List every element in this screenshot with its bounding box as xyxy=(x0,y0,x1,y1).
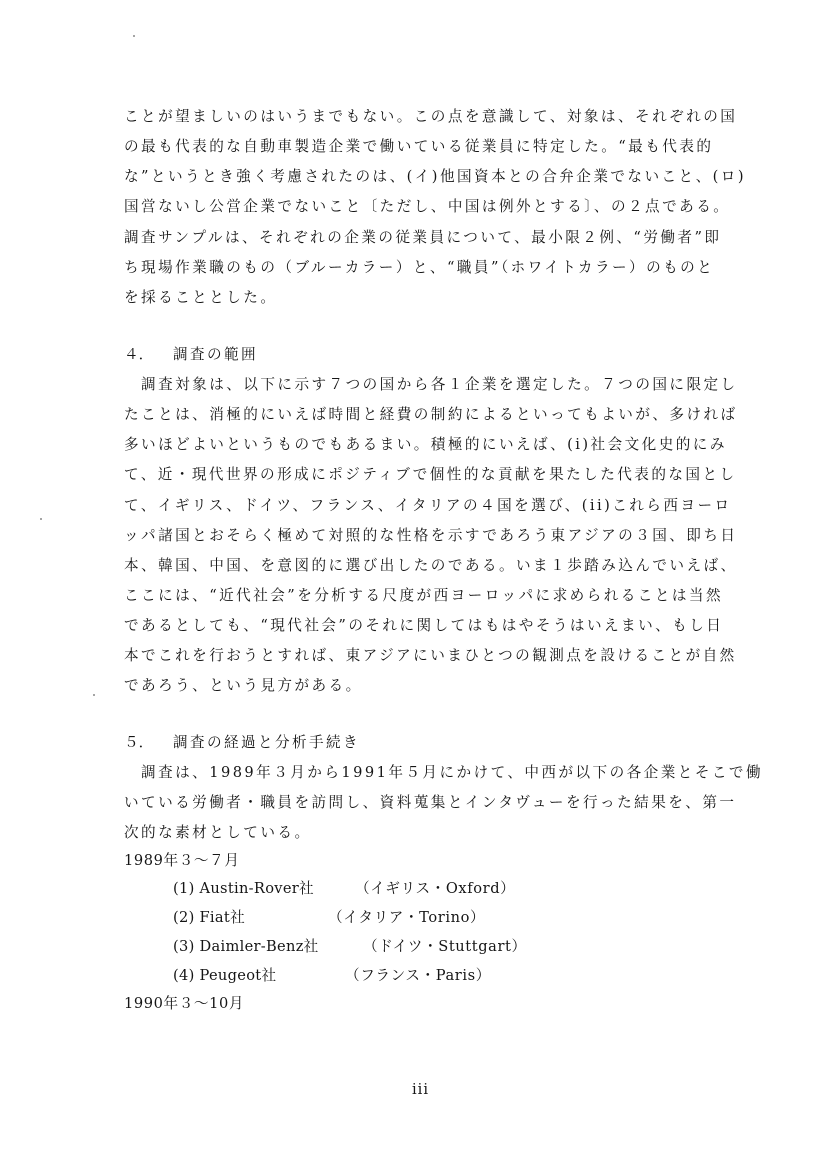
paragraph-line: 調査サンプルは、それぞれの企業の従業員について、最小限２例、“労働者”即 xyxy=(124,229,722,246)
period-1989: 1989年３～７月 xyxy=(124,852,240,869)
scan-speck xyxy=(93,694,95,696)
paragraph-line: たことは、消極的にいえば時間と経費の制約によるといってもよいが、多ければ xyxy=(124,406,738,423)
company-label: (3) Daimler-Benz社 xyxy=(173,938,319,955)
paragraph-line: ことが望ましいのはいうまでもない。この点を意識して、対象は、それぞれの国 xyxy=(124,108,738,125)
paragraph-line: 次的な素材としている。 xyxy=(124,824,312,841)
paragraph-line: 本、韓国、中国、を意図的に選び出したのである。いま１歩踏み込んでいえば、 xyxy=(124,557,738,574)
company-location: （イタリア・Torino） xyxy=(328,909,486,926)
paragraph-line: いている労働者・職員を訪問し、資料蒐集とインタヴューを行った結果を、第一 xyxy=(124,794,737,811)
paragraph-line: な”というとき強く考慮されたのは、(イ)他国資本との合弁企業でないこと、(ロ) xyxy=(124,168,746,185)
company-label: (1) Austin-Rover社 xyxy=(173,880,314,897)
company-label: (4) Peugeot社 xyxy=(173,967,277,984)
paragraph-line: 調査は、1989年３月から1991年５月にかけて、中西が以下の各企業とそこで働 xyxy=(124,764,763,781)
paragraph-line: ち現場作業職のもの（ブルーカラー）と、“職員”（ホワイトカラー）のものと xyxy=(124,259,715,276)
section-5-title: 調査の経過と分析手続き xyxy=(173,734,360,751)
scan-speck xyxy=(133,35,135,37)
paragraph-line: 調査対象は、以下に示す７つの国から各１企業を選定した。７つの国に限定し xyxy=(124,376,738,393)
paragraph-line: て、イギリス、ドイツ、フランス、イタリアの４国を選び、(ii)これら西ヨーロ xyxy=(124,497,732,514)
company-location: （ドイツ・Stuttgart） xyxy=(363,938,527,955)
paragraph-line: であるとしても、“現代社会”のそれに関してはもはやそうはいえまい、もし日 xyxy=(124,617,724,634)
paragraph-line: であろう、という見方がある。 xyxy=(124,677,363,694)
section-4-title: 調査の範囲 xyxy=(173,346,258,363)
company-location: （イギリス・Oxford） xyxy=(355,880,516,897)
company-location: （フランス・Paris） xyxy=(345,967,491,984)
paragraph-line: ッパ諸国とおそらく極めて対照的な性格を示すであろう東アジアの３国、即ち日 xyxy=(124,527,738,544)
period-1990: 1990年３～10月 xyxy=(124,995,245,1012)
paragraph-line: 国営ないし公営企業でないこと〔ただし、中国は例外とする〕、の２点である。 xyxy=(124,198,731,215)
paragraph-line: 本でこれを行おうとすれば、東アジアにいまひとつの観測点を設けることが自然 xyxy=(124,647,737,664)
paragraph-line: の最も代表的な自動車製造企業で働いている従業員に特定した。“最も代表的 xyxy=(124,138,714,155)
scan-speck xyxy=(40,518,42,520)
paragraph-line: ここには、“近代社会”を分析する尺度が西ヨーロッパに求められることは当然 xyxy=(124,587,724,604)
section-5-number: ５． xyxy=(124,734,154,751)
paragraph-line: て、近・現代世界の形成にポジティブで個性的な貢献を果たした代表的な国とし xyxy=(124,466,737,483)
page-number: iii xyxy=(412,1081,430,1098)
section-4-number: ４． xyxy=(124,346,154,363)
company-label: (2) Fiat社 xyxy=(173,909,245,926)
paragraph-line: を採ることとした。 xyxy=(124,289,278,306)
paragraph-line: 多いほどよいというものでもあるまい。積極的にいえば、(i)社会文化史的にみ xyxy=(124,436,727,453)
